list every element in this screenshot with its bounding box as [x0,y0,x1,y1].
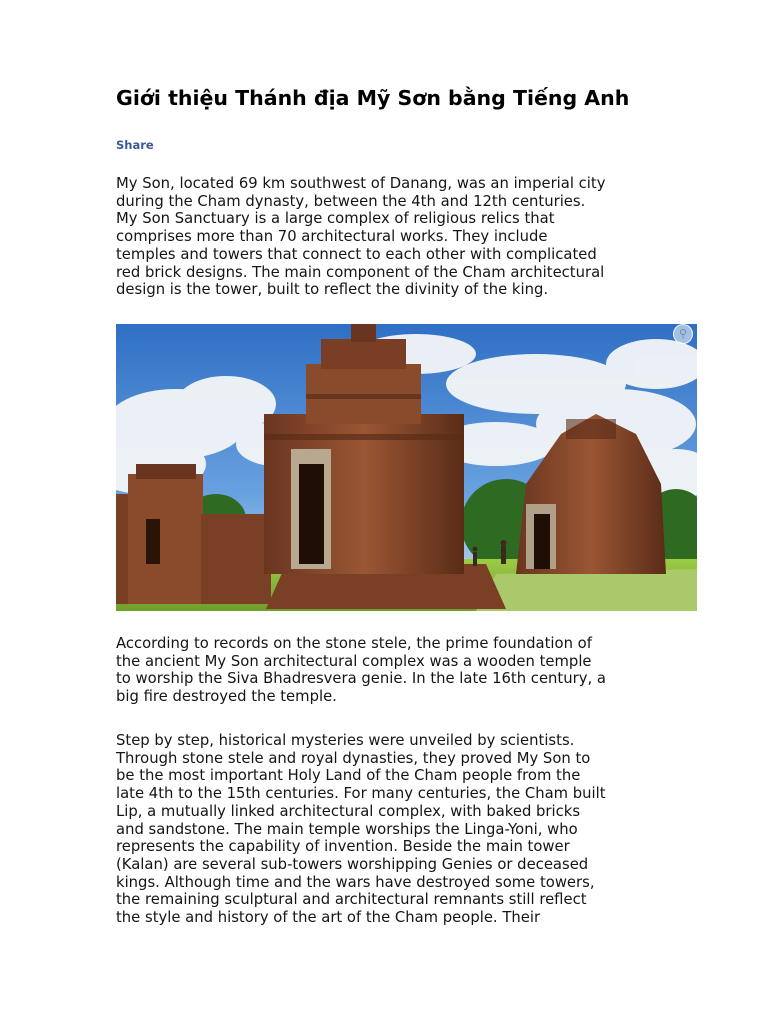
my-son-sanctuary-photo [116,324,697,611]
path [476,569,697,611]
paragraph-intro: My Son, located 69 km southwest of Danang, was an imperial city during the Cham dynasty, between the 4th and 12th centuries. My Son Sanctuary is a large complex of religious relics that comprises more than 70 architectural works. They include temples and towers that connect to each other with complicated red brick designs. The main component of the Cham architectural design is the tower, built to reflect the divinity of the king. [116,175,606,299]
article-title: Giới thiệu Thánh địa Mỹ Sơn bằng Tiếng Anh [116,86,630,110]
photo-illustration [116,324,697,611]
zoom-icon[interactable]: ⚲ [673,324,693,344]
share-link[interactable]: Share [116,138,154,152]
paragraph-history: According to records on the stone stele, the prime foundation of the ancient My Son architectural complex was a wooden temple to worship the Siva Bhadresvera genie. In the late 16th century, a big fire destroyed the temple. [116,635,606,706]
paragraph-discoveries: Step by step, historical mysteries were unveiled by scientists. Through stone stele and royal dynasties, they proved My Son to be the most important Holy Land of the Cham people from the late 4th to the 15th centuries. For many centuries, the Cham built Lip, a mutually linked architectural complex, with baked bricks and sandstone. The main temple worships the Linga-Yoni, who represents the capability of invention. Beside the main tower (Kalan) are several sub-towers worshipping Genies or deceased kings. Although time and the wars have destroyed some towers, the remaining sculptural and architectural remnants still reflect the style and history of the art of the Cham people. Their [116,732,606,927]
